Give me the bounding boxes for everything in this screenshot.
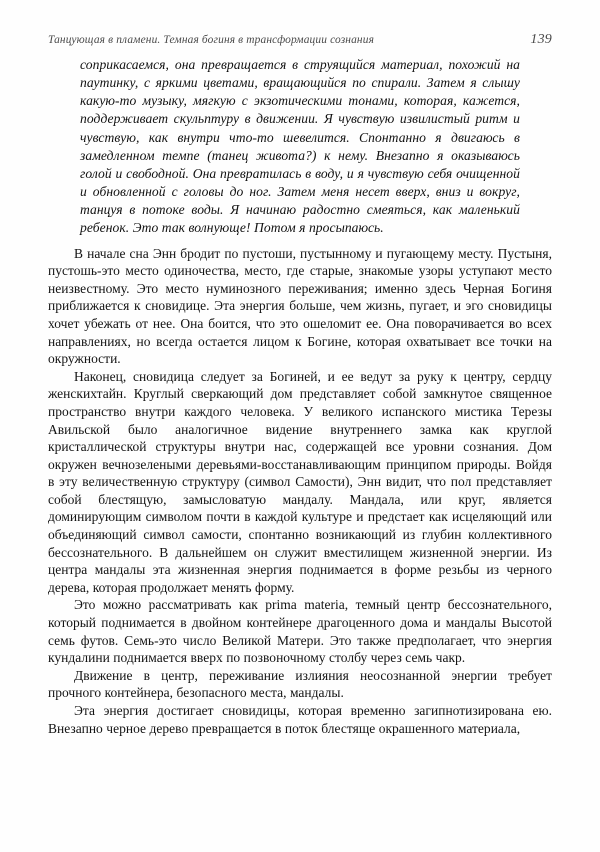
body-paragraph-2: Наконец, сновидица следует за Богиней, и ее ведут за руку к центру, сердцу женскихтайн. Круглый сверкающий дом представляет собой замкнутое священное пространство внутри каждого человека. У великого испанского мистика Терезы Авильской было аналогичное видение внутреннего замка как круглой кристаллической структуры внутри нас, содержащей все уровни сознания. Дом окружен вечнозелеными деревьями-восстанавливающим принципом природы. Войдя в эту величественную структуру (символ Самости), Энн видит, что пол представляет собой блестящую, замысловатую мандалу. Мандала, или круг, является доминирующим символом почти в каждой культуре и предстает как исцеляющий или объединяющий символ самости, спонтанно возникающий из глубин коллективного бессознательного. В дальнейшем он служит вместилищем жизненной энергии. Из центра мандалы эта жизненная энергия поднимается в форме резьбы из черного дерева, которая продолжает менять форму. [48,368,552,595]
body-paragraph-1: В начале сна Энн бродит по пустоши, пустынному и пугающему месту. Пустыня, пустошь-это место одиночества, место, где старые, знакомые узоры уступают место неизвестному. Это место нуминозного переживания; именно здесь Черная Богиня приближается к сновидице. Эта энергия больше, чем жизнь, пугает, и эго сновидицы хочет убежать от нее. Она боится, что это ошеломит ее. Она поворачивается во всех направлениях, но всегда остается лицом к Богине, которая охватывает все точки на окружности. [48,245,552,367]
body-paragraph-3 [48,596,552,666]
paragraph-3-text-before-latin: Это можно рассматривать как [74,597,266,613]
running-header-title: Танцующая в пламени. Темная богиня в трансформации сознания [48,34,375,46]
page-content [48,56,552,737]
latin-term-prima-materia: prima materia [265,597,345,613]
running-header [48,32,552,52]
body-text [48,245,552,738]
dream-quote-block [80,56,520,238]
body-paragraph-4: Движение в центр, переживание излияния неосознанной энергии требует прочного контейнера, безопасного места, мандалы. [48,667,552,701]
quote-paragraph: соприкасаемся, она превращается в струящийся материал, похожий на паутинку, с яркими цветами, вращающийся по спирали. Затем я слышу какую-то музыку, мягкую с экзотическими тонами, которая, кажется, поддерживает скульптуру в движении. Я чувствую извилистый ритм и чувствую, как внутри что-то шевелится. Спонтанно я двигаюсь в замедленном темпе (танец живота?) к нему. Внезапно я оказываюсь голой и свободной. Она превратилась в воду, и я чувствую себя очищенной и обновленной с головы до ног. Затем меня несет вверх, вниз и вокруг, танцуя в потоке воды. Я начинаю радостно смеяться, как маленький ребенок. Это так волнующе! Потом я просыпаюсь. [80,57,520,236]
body-paragraph-5: Эта энергия достигает сновидицы, которая временно загипнотизирована ею. Внезапно черное дерево превращается в поток блестяще окрашенного материала, [48,703,552,736]
page-number: 139 [530,32,552,47]
paragraph-3-text-after-latin: , темный центр бессознательного, который поднимается в двойном контейнере драгоценного дома и мандалы Высотой семь футов. Семь-это число Великой Матери. Это также предполагает, что энергия кундалини поднимается вверх по позвоночному столбу через семь чакр. [48,597,552,666]
